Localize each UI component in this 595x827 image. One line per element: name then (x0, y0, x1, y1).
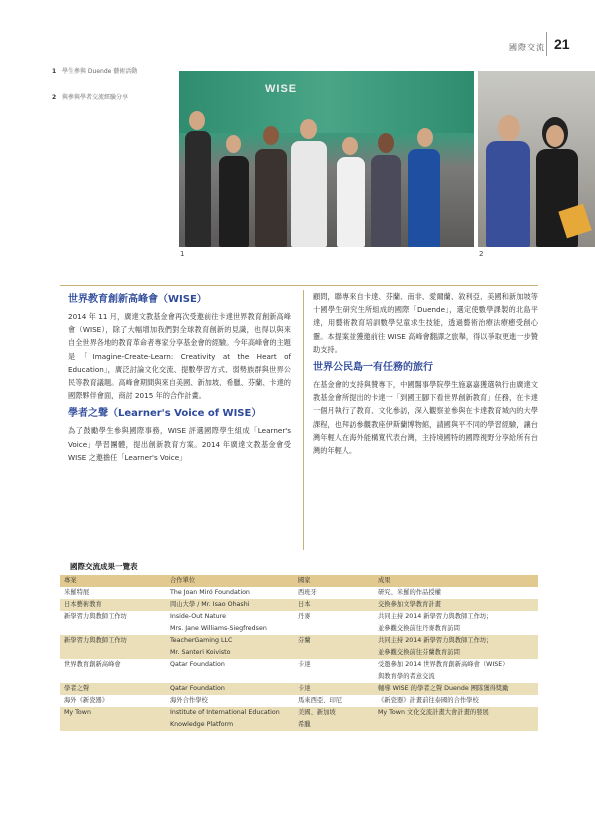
person-figure (185, 131, 211, 247)
table-cell: My Town 文化交流計畫大會計畫的發展 (374, 707, 538, 719)
paragraph: 顧問，聯專來自卡達、芬蘭、南非、愛爾蘭、敘利亞、美國和新加坡等十國學生研究生所組成的國際「Duende」，選定使數學課製的北島平達，用藝術教育培訓數學兒童求生技能，透過藝術治療法療癒受創心靈。本提案並獲邀前往 WISE 高峰會翻譯之旅舉，得以爭取更進一步贊助支持。 (313, 292, 538, 354)
person-figure (255, 149, 287, 247)
table-row (60, 719, 538, 731)
person-figure (219, 156, 249, 247)
table-cell: 芬蘭 (294, 635, 374, 647)
footnote-number: 1 (52, 68, 57, 75)
header-divider (546, 32, 547, 56)
person-head (226, 135, 241, 153)
table-cell: 日本藝術教育 (60, 599, 166, 611)
heading-learners-voice: 學者之聲（Learner's Voice of WISE） (68, 408, 262, 420)
column-header: 國家 (294, 575, 374, 587)
page-number: 21 (554, 36, 570, 52)
table-cell: Qatar Foundation (166, 683, 294, 695)
person-head (300, 119, 317, 139)
table-cell: Institute of International Education (166, 707, 294, 719)
person-figure (371, 155, 401, 247)
table-cell: 輔導 WISE 的學者之聲 Duende 團隊獲得獎勵 (374, 683, 538, 695)
table-row (60, 707, 538, 719)
heading-global-citizen: 世界公民島一有任務的旅行 (313, 362, 433, 374)
table-cell: 共同主持 2014 新學習力與教師工作坊； (374, 611, 538, 623)
table-cell (294, 671, 374, 683)
column-divider (303, 290, 304, 550)
footnote-text: 學生參與 Duende 藝術活動 (62, 68, 138, 75)
table-header-row (60, 575, 538, 587)
table-cell: 卡達 (294, 683, 374, 695)
table-cell: Qatar Foundation (166, 659, 294, 671)
footnote-text: 與參與學者交流經驗分享 (62, 94, 129, 101)
person-figure (337, 157, 365, 247)
right-column (313, 290, 538, 461)
table-row (60, 623, 538, 635)
table-cell: 《新瓷器》計畫前往泰國的合作學校 (374, 695, 538, 707)
table-cell: 西班牙 (294, 587, 374, 599)
column-header: 合作單位 (166, 575, 294, 587)
table-cell: 學者之聲 (60, 683, 166, 695)
table-cell (60, 647, 166, 659)
table-row (60, 587, 538, 599)
column-header: 成果 (374, 575, 538, 587)
table-row (60, 647, 538, 659)
table-cell (60, 719, 166, 731)
table-row (60, 599, 538, 611)
table-cell: 米羅特展 (60, 587, 166, 599)
table-cell: 交換參加文學教育計畫 (374, 599, 538, 611)
exchange-table (60, 575, 538, 731)
table-cell: 共同主持 2014 新學習力與教師工作坊； (374, 635, 538, 647)
table-cell: 丹麥 (294, 611, 374, 623)
footnote-number: 2 (52, 94, 57, 101)
person-head (378, 133, 394, 153)
table-body (60, 587, 538, 731)
heading-wise: 世界教育創新高峰會（WISE） (68, 294, 207, 305)
photo-caption-2: 2 (479, 250, 484, 258)
table-cell: 希臘 (294, 719, 374, 731)
footnote-1 (52, 68, 177, 76)
footnote-2 (52, 94, 177, 102)
table-cell: The Joan Miró Foundation (166, 587, 294, 599)
table-cell (60, 623, 166, 635)
table-cell: 世界教育創新高峰會 (60, 659, 166, 671)
table-cell: 日本 (294, 599, 374, 611)
table-cell: 受邀參加 2014 世界教育創新高峰會（WISE） (374, 659, 538, 671)
table-cell: TeacherGaming LLC (166, 635, 294, 647)
photo-caption-1: 1 (180, 250, 185, 258)
table-row (60, 683, 538, 695)
table-cell: 並參觀交換前往丹麥教育訪問 (374, 623, 538, 635)
table-row (60, 635, 538, 647)
table-cell: 美國、新加坡 (294, 707, 374, 719)
section-divider (60, 285, 538, 286)
section-title: 國際交流 (509, 43, 545, 52)
table-cell: 與教育學的者意交流 (374, 671, 538, 683)
table-cell: My Town (60, 707, 166, 719)
person-head (263, 126, 279, 145)
table-cell: 新學習力與教師工作坊 (60, 635, 166, 647)
table-cell: Inside-Out Nature (166, 611, 294, 623)
person-head (342, 137, 358, 155)
person-figure (291, 141, 327, 247)
person-head (498, 115, 520, 141)
person-figure (486, 141, 530, 247)
person-figure (408, 149, 440, 247)
table-cell: 海外合作學校 (166, 695, 294, 707)
backdrop (179, 71, 474, 133)
table-cell (60, 671, 166, 683)
table-cell (374, 719, 538, 731)
person-head (546, 125, 564, 147)
table-title: 國際交流成果一覽表 (70, 562, 138, 571)
table-cell (294, 623, 374, 635)
table-row (60, 659, 538, 671)
table-cell: 研究、米羅的作品授權 (374, 587, 538, 599)
table-cell: Mr. Santeri Koivisto (166, 647, 294, 659)
column-header: 專案 (60, 575, 166, 587)
pair-photo (478, 71, 595, 247)
table-cell: 新學習力與教師工作坊 (60, 611, 166, 623)
table-row (60, 671, 538, 683)
table-cell: 並參觀交換前往芬蘭教育訪問 (374, 647, 538, 659)
paragraph: 2014 年 11 月，廣達文教基金會再次受邀前往卡達世界教育創新高峰會（WISE），除了大幅增加我們對全球教育創新的見識，也得以與來自全世界各地的教育革命者專家分享基金會的經驗。今年高峰會的主題是「Imagine-Create-Learn: Creativity at the Heart of Education」，廣泛討論文化交流、提數學習方式、弱勢族群與世界公民等教育議題。高峰會期間與來自美國、新加坡、希臘、芬蘭、卡達的國際夥伴會面，商討 2015 年的合作計畫。 (68, 312, 291, 401)
paragraph: 在基金會的支持與贊專下，中國醫事學院學生施嘉嘉獲選執行由廣達文教基金會所提出的卡達一「到國王腳下看世界創新教育」任務，在卡達一個月執行了教育、文化參訪，深入觀察並參與在卡達教育城內的大學課程，也拜訪參觀教座伊斯蘭博物館，請國與平不同的學習經驗，讓台灣年輕人在海外能構寬代表台灣，主持境國特的國際視野分享給所有台灣的年輕人。 (313, 380, 538, 456)
table-cell (294, 647, 374, 659)
person-head (189, 111, 205, 130)
left-column (68, 290, 291, 468)
group-photo (179, 71, 474, 247)
person-head (417, 128, 433, 147)
table-cell: Mrs. Jane Williams-Siegfredsen (166, 623, 294, 635)
table-cell (166, 671, 294, 683)
table-cell: 馬來西亞、印尼 (294, 695, 374, 707)
backdrop-logo: WISE (265, 83, 298, 95)
table-cell: 海外《新瓷器》 (60, 695, 166, 707)
table-cell: 卡達 (294, 659, 374, 671)
table-row (60, 611, 538, 623)
table-row (60, 695, 538, 707)
table-cell: Knowledge Platform (166, 719, 294, 731)
table-cell: 岡山大學 / Mr. Isao Ohashi (166, 599, 294, 611)
paragraph: 為了鼓勵學生參與國際事務，WISE 評選國際學生組成「Learner's Voice」學習團體，提出創新教育方案。2014 年廣達文教基金會受 WISE 之邀擔任「Learner's Voice」 (68, 426, 291, 462)
